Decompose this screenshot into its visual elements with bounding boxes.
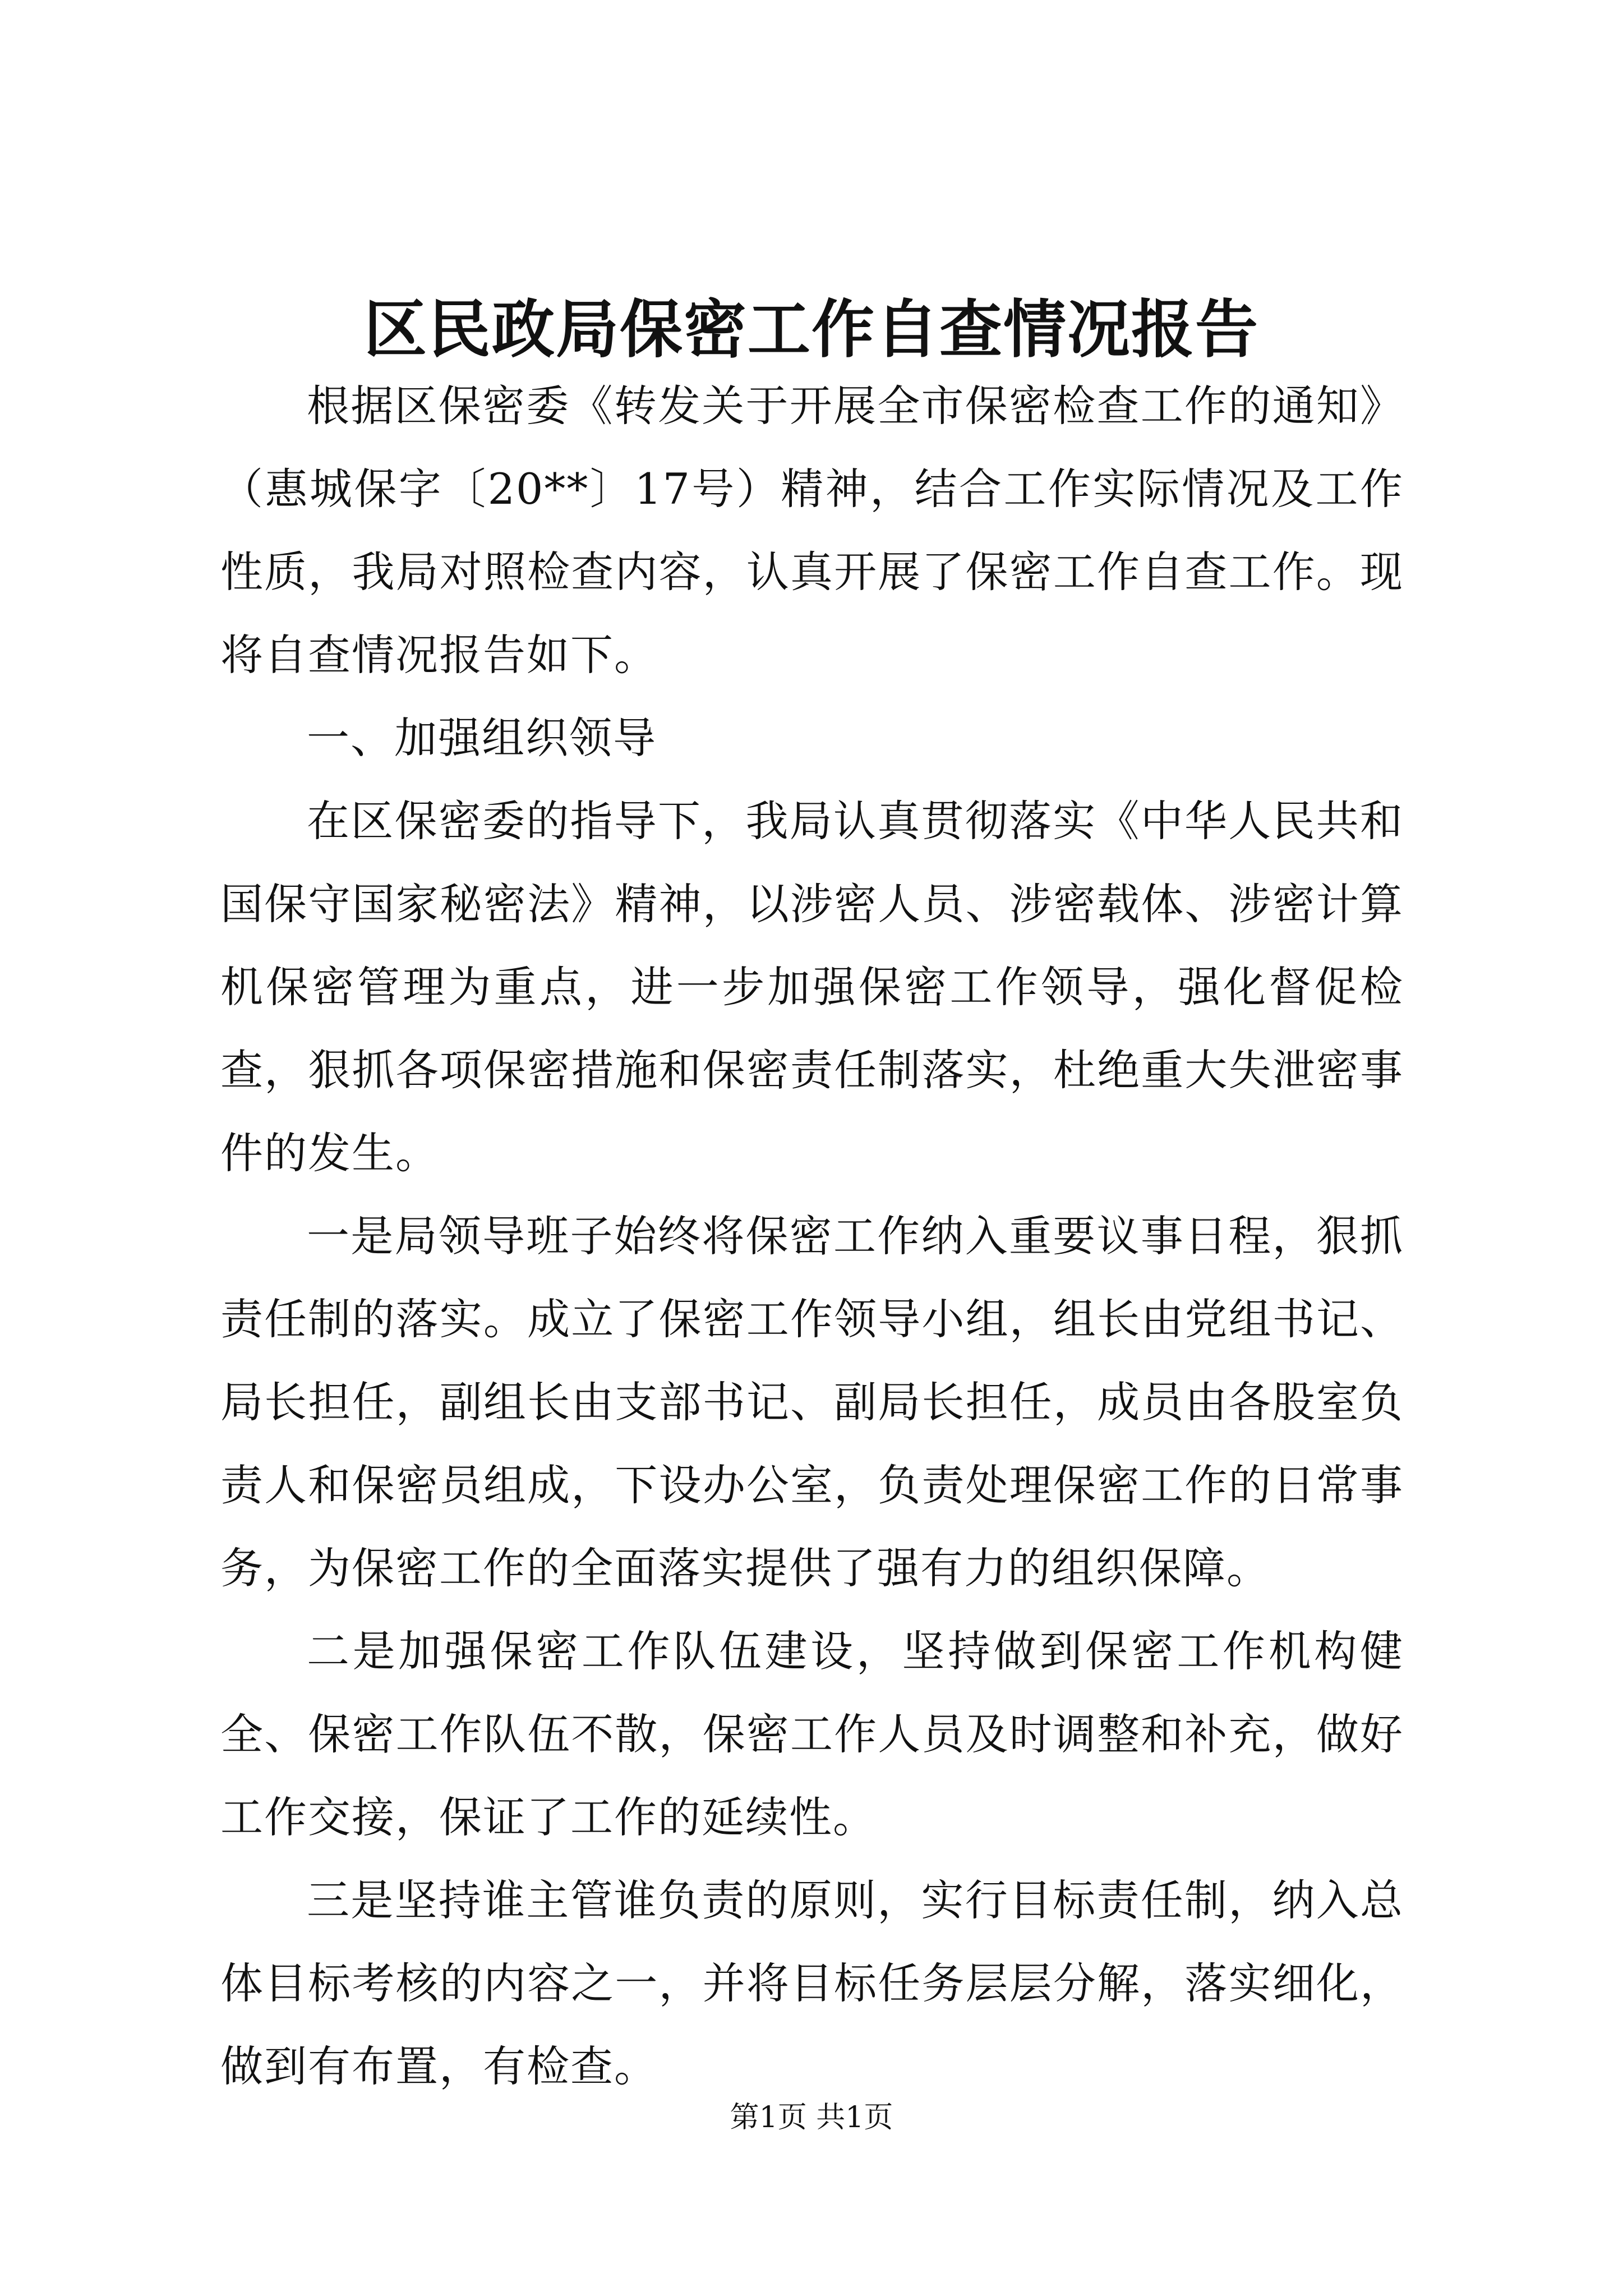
document-body bbox=[220, 365, 1404, 2108]
section-heading-1: 一、加强组织领导 bbox=[307, 713, 657, 763]
paragraph-point-2: 二是加强保密工作队伍建设，坚持做到保密工作机构健全、保密工作队伍不散，保密工作人员及时调整和补充，做好工作交接，保证了工作的延续性。 bbox=[220, 1626, 1404, 1842]
paragraph-point-3: 三是坚持谁主管谁负责的原则，实行目标责任制，纳入总体目标考核的内容之一，并将目标任务层层分解，落实细化，做到有布置，有检查。 bbox=[220, 1875, 1404, 2091]
paragraph-intro: 根据区保密委《转发关于开展全市保密检查工作的通知》（惠城保字〔20**〕17号）精神，结合工作实际情况及工作性质，我局对照检查内容，认真开展了保密工作自查工作。现将自查情况报告如下。 bbox=[220, 381, 1404, 680]
paragraph-section-1: 在区保密委的指导下，我局认真贯彻落实《中华人民共和国保守国家秘密法》精神，以涉密人员、涉密载体、涉密计算机保密管理为重点，进一步加强保密工作领导，强化督促检查，狠抓各项保密措施和保密责任制落实，杜绝重大失泄密事件的发生。 bbox=[220, 796, 1404, 1178]
paragraph-point-1: 一是局领导班子始终将保密工作纳入重要议事日程，狠抓责任制的落实。成立了保密工作领导小组，组长由党组书记、局长担任，副组长由支部书记、副局长担任，成员由各股室负责人和保密员组成，下设办公室，负责处理保密工作的日常事务，为保密工作的全面落实提供了强有力的组织保障。 bbox=[220, 1211, 1404, 1593]
document-title: 区民政局保密工作自查情况报告 bbox=[364, 293, 1259, 366]
page-footer: 第1页 共1页 bbox=[730, 2101, 893, 2134]
